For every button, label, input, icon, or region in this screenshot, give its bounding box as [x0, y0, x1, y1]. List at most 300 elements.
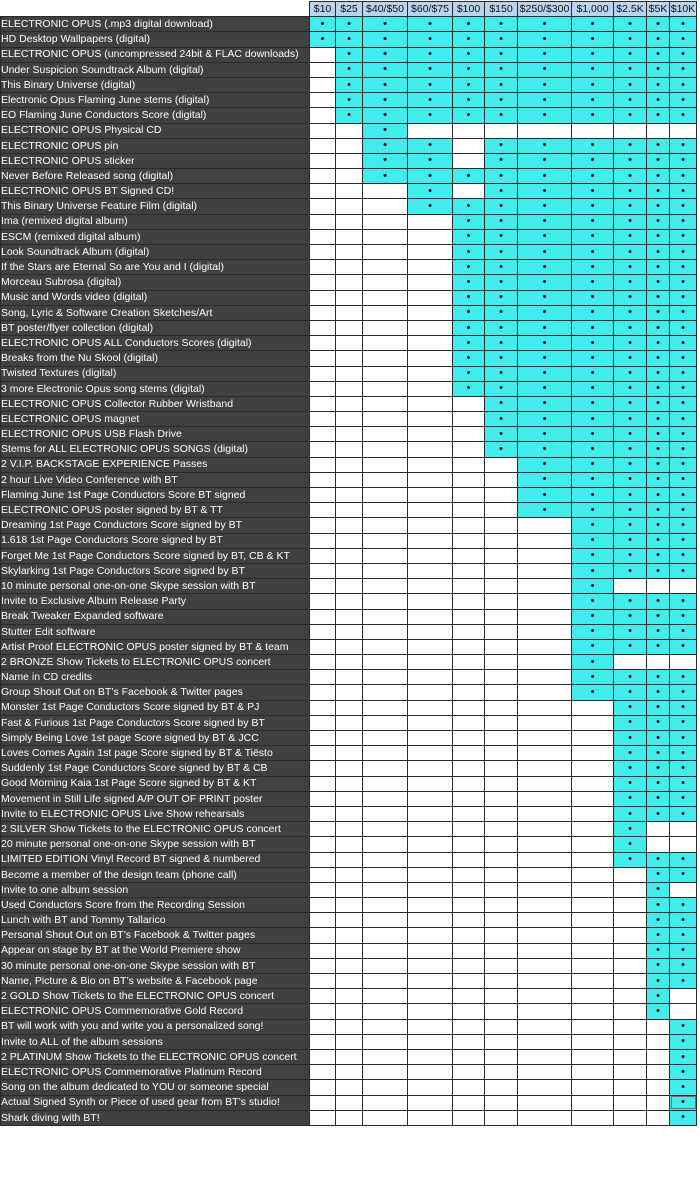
empty-cell[interactable]	[614, 958, 647, 973]
empty-cell[interactable]	[647, 655, 670, 670]
included-dot-cell[interactable]	[572, 548, 614, 563]
reward-item-label[interactable]: Twisted Textures (digital)	[1, 366, 310, 381]
empty-cell[interactable]	[572, 928, 614, 943]
empty-cell[interactable]	[408, 882, 453, 897]
empty-cell[interactable]	[336, 822, 363, 837]
empty-cell[interactable]	[518, 594, 572, 609]
included-dot-cell[interactable]	[518, 62, 572, 77]
empty-cell[interactable]	[336, 670, 363, 685]
empty-cell[interactable]	[310, 153, 336, 168]
included-dot-cell[interactable]	[614, 518, 647, 533]
reward-item-label[interactable]: ELECTRONIC OPUS (uncompressed 24bit & FLAC downloads)	[1, 47, 310, 62]
reward-item-label[interactable]: BT will work with you and write you a personalized song!	[1, 1019, 310, 1034]
empty-cell[interactable]	[336, 290, 363, 305]
included-dot-cell[interactable]	[647, 958, 670, 973]
empty-cell[interactable]	[485, 548, 518, 563]
included-dot-cell[interactable]	[614, 305, 647, 320]
included-dot-cell[interactable]	[647, 776, 670, 791]
empty-cell[interactable]	[310, 1095, 336, 1110]
included-dot-cell[interactable]	[647, 928, 670, 943]
tier-header[interactable]: $150	[485, 2, 518, 17]
included-dot-cell[interactable]	[572, 533, 614, 548]
included-dot-cell[interactable]	[670, 381, 697, 396]
included-dot-cell[interactable]	[572, 624, 614, 639]
reward-item-label[interactable]: Appear on stage by BT at the World Premiere show	[1, 943, 310, 958]
included-dot-cell[interactable]	[518, 412, 572, 427]
empty-cell[interactable]	[310, 305, 336, 320]
empty-cell[interactable]	[408, 594, 453, 609]
reward-item-label[interactable]: ELECTRONIC OPUS sticker	[1, 153, 310, 168]
empty-cell[interactable]	[518, 731, 572, 746]
empty-cell[interactable]	[518, 776, 572, 791]
empty-cell[interactable]	[572, 974, 614, 989]
included-dot-cell[interactable]	[518, 17, 572, 32]
empty-cell[interactable]	[336, 396, 363, 411]
empty-cell[interactable]	[453, 655, 485, 670]
reward-item-label[interactable]: ELECTRONIC OPUS ALL Conductors Scores (digital)	[1, 336, 310, 351]
empty-cell[interactable]	[408, 275, 453, 290]
empty-cell[interactable]	[453, 776, 485, 791]
empty-cell[interactable]	[336, 381, 363, 396]
empty-cell[interactable]	[408, 1019, 453, 1034]
empty-cell[interactable]	[310, 320, 336, 335]
empty-cell[interactable]	[408, 1034, 453, 1049]
included-dot-cell[interactable]	[408, 153, 453, 168]
reward-item-label[interactable]: LIMITED EDITION Vinyl Record BT signed & numbered	[1, 852, 310, 867]
included-dot-cell[interactable]	[647, 548, 670, 563]
included-dot-cell[interactable]	[485, 320, 518, 335]
empty-cell[interactable]	[453, 1065, 485, 1080]
included-dot-cell[interactable]	[614, 791, 647, 806]
included-dot-cell[interactable]	[614, 396, 647, 411]
included-dot-cell[interactable]	[670, 776, 697, 791]
empty-cell[interactable]	[408, 305, 453, 320]
empty-cell[interactable]	[518, 746, 572, 761]
empty-cell[interactable]	[363, 320, 408, 335]
included-dot-cell[interactable]	[647, 913, 670, 928]
included-dot-cell[interactable]	[485, 199, 518, 214]
included-dot-cell[interactable]	[670, 943, 697, 958]
empty-cell[interactable]	[453, 943, 485, 958]
empty-cell[interactable]	[408, 1065, 453, 1080]
empty-cell[interactable]	[614, 1049, 647, 1064]
empty-cell[interactable]	[408, 913, 453, 928]
empty-cell[interactable]	[363, 943, 408, 958]
reward-item-label[interactable]: This Binary Universe (digital)	[1, 77, 310, 92]
empty-cell[interactable]	[453, 898, 485, 913]
included-dot-cell[interactable]	[572, 320, 614, 335]
empty-cell[interactable]	[408, 457, 453, 472]
empty-cell[interactable]	[363, 639, 408, 654]
empty-cell[interactable]	[336, 852, 363, 867]
reward-item-label[interactable]: ELECTRONIC OPUS USB Flash Drive	[1, 427, 310, 442]
empty-cell[interactable]	[310, 594, 336, 609]
empty-cell[interactable]	[485, 928, 518, 943]
empty-cell[interactable]	[453, 1004, 485, 1019]
empty-cell[interactable]	[336, 746, 363, 761]
empty-cell[interactable]	[310, 229, 336, 244]
included-dot-cell[interactable]	[647, 1004, 670, 1019]
included-dot-cell[interactable]	[647, 381, 670, 396]
empty-cell[interactable]	[310, 700, 336, 715]
included-dot-cell[interactable]	[647, 867, 670, 882]
empty-cell[interactable]	[363, 260, 408, 275]
included-dot-cell[interactable]	[614, 214, 647, 229]
empty-cell[interactable]	[363, 989, 408, 1004]
empty-cell[interactable]	[363, 305, 408, 320]
reward-item-label[interactable]: Ima (remixed digital album)	[1, 214, 310, 229]
empty-cell[interactable]	[453, 138, 485, 153]
included-dot-cell[interactable]	[614, 685, 647, 700]
reward-item-label[interactable]: This Binary Universe Feature Film (digital)	[1, 199, 310, 214]
empty-cell[interactable]	[336, 867, 363, 882]
empty-cell[interactable]	[453, 913, 485, 928]
included-dot-cell[interactable]	[485, 229, 518, 244]
included-dot-cell[interactable]	[614, 17, 647, 32]
empty-cell[interactable]	[614, 974, 647, 989]
included-dot-cell[interactable]	[614, 32, 647, 47]
included-dot-cell[interactable]	[572, 153, 614, 168]
empty-cell[interactable]	[453, 548, 485, 563]
empty-cell[interactable]	[363, 214, 408, 229]
included-dot-cell[interactable]	[336, 108, 363, 123]
empty-cell[interactable]	[518, 548, 572, 563]
empty-cell[interactable]	[336, 1004, 363, 1019]
empty-cell[interactable]	[336, 1019, 363, 1034]
empty-cell[interactable]	[518, 928, 572, 943]
empty-cell[interactable]	[485, 715, 518, 730]
empty-cell[interactable]	[408, 518, 453, 533]
empty-cell[interactable]	[336, 715, 363, 730]
included-dot-cell[interactable]	[485, 245, 518, 260]
empty-cell[interactable]	[572, 715, 614, 730]
empty-cell[interactable]	[614, 928, 647, 943]
empty-cell[interactable]	[310, 1049, 336, 1064]
included-dot-cell[interactable]	[614, 670, 647, 685]
included-dot-cell[interactable]	[647, 138, 670, 153]
reward-item-label[interactable]: Forget Me 1st Page Conductors Score signed by BT, CB & KT	[1, 548, 310, 563]
empty-cell[interactable]	[363, 776, 408, 791]
empty-cell[interactable]	[336, 898, 363, 913]
included-dot-cell[interactable]	[485, 427, 518, 442]
tier-header[interactable]: $10	[310, 2, 336, 17]
included-dot-cell[interactable]	[670, 108, 697, 123]
tier-header[interactable]: $10K	[670, 2, 696, 15]
empty-cell[interactable]	[647, 1034, 670, 1049]
empty-cell[interactable]	[408, 898, 453, 913]
included-dot-cell[interactable]	[453, 245, 485, 260]
empty-cell[interactable]	[453, 457, 485, 472]
empty-cell[interactable]	[572, 989, 614, 1004]
empty-cell[interactable]	[336, 639, 363, 654]
empty-cell[interactable]	[485, 1019, 518, 1034]
empty-cell[interactable]	[453, 928, 485, 943]
empty-cell[interactable]	[363, 245, 408, 260]
included-dot-cell[interactable]	[647, 427, 670, 442]
empty-cell[interactable]	[310, 214, 336, 229]
included-dot-cell[interactable]	[614, 245, 647, 260]
empty-cell[interactable]	[363, 837, 408, 852]
included-dot-cell[interactable]	[572, 366, 614, 381]
empty-cell[interactable]	[310, 639, 336, 654]
empty-cell[interactable]	[647, 1110, 670, 1125]
reward-item-label[interactable]: Name in CD credits	[1, 670, 310, 685]
included-dot-cell[interactable]	[485, 153, 518, 168]
included-dot-cell[interactable]	[614, 260, 647, 275]
empty-cell[interactable]	[518, 791, 572, 806]
included-dot-cell[interactable]	[647, 412, 670, 427]
included-dot-cell[interactable]	[453, 351, 485, 366]
included-dot-cell[interactable]	[647, 93, 670, 108]
empty-cell[interactable]	[363, 199, 408, 214]
empty-cell[interactable]	[363, 822, 408, 837]
empty-cell[interactable]	[336, 563, 363, 578]
reward-item-label[interactable]: 2 hour Live Video Conference with BT	[1, 472, 310, 487]
tier-header[interactable]: $100	[453, 2, 485, 17]
included-dot-cell[interactable]	[670, 852, 697, 867]
included-dot-cell[interactable]	[363, 93, 408, 108]
empty-cell[interactable]	[670, 655, 697, 670]
empty-cell[interactable]	[518, 700, 572, 715]
included-dot-cell[interactable]	[670, 1110, 697, 1125]
included-dot-cell[interactable]	[518, 381, 572, 396]
included-dot-cell[interactable]	[647, 898, 670, 913]
empty-cell[interactable]	[336, 700, 363, 715]
empty-cell[interactable]	[572, 852, 614, 867]
empty-cell[interactable]	[647, 123, 670, 138]
included-dot-cell[interactable]	[518, 199, 572, 214]
empty-cell[interactable]	[453, 488, 485, 503]
empty-cell[interactable]	[363, 366, 408, 381]
included-dot-cell[interactable]	[670, 1049, 697, 1064]
empty-cell[interactable]	[336, 184, 363, 199]
empty-cell[interactable]	[363, 472, 408, 487]
included-dot-cell[interactable]	[453, 62, 485, 77]
included-dot-cell[interactable]	[670, 624, 697, 639]
included-dot-cell[interactable]	[670, 260, 697, 275]
included-dot-cell[interactable]	[485, 396, 518, 411]
included-dot-cell[interactable]	[670, 32, 697, 47]
included-dot-cell[interactable]	[670, 184, 697, 199]
empty-cell[interactable]	[408, 639, 453, 654]
empty-cell[interactable]	[453, 624, 485, 639]
included-dot-cell[interactable]	[485, 169, 518, 184]
included-dot-cell[interactable]	[670, 761, 697, 776]
empty-cell[interactable]	[363, 609, 408, 624]
included-dot-cell[interactable]	[647, 943, 670, 958]
included-dot-cell[interactable]	[485, 336, 518, 351]
included-dot-cell[interactable]	[572, 62, 614, 77]
reward-item-label[interactable]: Morceau Subrosa (digital)	[1, 275, 310, 290]
included-dot-cell[interactable]	[670, 62, 697, 77]
included-dot-cell[interactable]	[614, 715, 647, 730]
empty-cell[interactable]	[485, 472, 518, 487]
empty-cell[interactable]	[453, 1049, 485, 1064]
included-dot-cell[interactable]	[518, 32, 572, 47]
empty-cell[interactable]	[485, 624, 518, 639]
empty-cell[interactable]	[518, 806, 572, 821]
included-dot-cell[interactable]	[647, 989, 670, 1004]
included-dot-cell[interactable]	[647, 396, 670, 411]
empty-cell[interactable]	[614, 1080, 647, 1095]
empty-cell[interactable]	[310, 123, 336, 138]
empty-cell[interactable]	[614, 655, 647, 670]
empty-cell[interactable]	[614, 1034, 647, 1049]
included-dot-cell[interactable]	[572, 138, 614, 153]
included-dot-cell[interactable]	[614, 731, 647, 746]
included-dot-cell[interactable]	[670, 366, 697, 381]
included-dot-cell[interactable]	[572, 245, 614, 260]
empty-cell[interactable]	[310, 396, 336, 411]
included-dot-cell[interactable]	[485, 214, 518, 229]
empty-cell[interactable]	[518, 1034, 572, 1049]
included-dot-cell[interactable]	[453, 169, 485, 184]
included-dot-cell[interactable]	[647, 290, 670, 305]
empty-cell[interactable]	[485, 1110, 518, 1125]
included-dot-cell[interactable]	[647, 974, 670, 989]
included-dot-cell[interactable]	[614, 62, 647, 77]
included-dot-cell[interactable]	[518, 305, 572, 320]
empty-cell[interactable]	[310, 685, 336, 700]
empty-cell[interactable]	[647, 1065, 670, 1080]
empty-cell[interactable]	[363, 184, 408, 199]
empty-cell[interactable]	[363, 867, 408, 882]
reward-item-label[interactable]: ELECTRONIC OPUS magnet	[1, 412, 310, 427]
reward-item-label[interactable]: Become a member of the design team (phone call)	[1, 867, 310, 882]
empty-cell[interactable]	[485, 503, 518, 518]
empty-cell[interactable]	[614, 882, 647, 897]
empty-cell[interactable]	[310, 928, 336, 943]
included-dot-cell[interactable]	[614, 563, 647, 578]
empty-cell[interactable]	[485, 791, 518, 806]
empty-cell[interactable]	[453, 822, 485, 837]
empty-cell[interactable]	[408, 472, 453, 487]
empty-cell[interactable]	[336, 1065, 363, 1080]
empty-cell[interactable]	[453, 746, 485, 761]
empty-cell[interactable]	[408, 685, 453, 700]
empty-cell[interactable]	[310, 913, 336, 928]
empty-cell[interactable]	[310, 108, 336, 123]
included-dot-cell[interactable]	[485, 412, 518, 427]
empty-cell[interactable]	[485, 761, 518, 776]
empty-cell[interactable]	[572, 822, 614, 837]
included-dot-cell[interactable]	[614, 351, 647, 366]
included-dot-cell[interactable]	[485, 366, 518, 381]
empty-cell[interactable]	[518, 624, 572, 639]
included-dot-cell[interactable]	[670, 1019, 697, 1034]
included-dot-cell[interactable]	[614, 639, 647, 654]
empty-cell[interactable]	[408, 1004, 453, 1019]
empty-cell[interactable]	[310, 852, 336, 867]
included-dot-cell[interactable]	[518, 366, 572, 381]
included-dot-cell[interactable]	[647, 731, 670, 746]
included-dot-cell[interactable]	[614, 184, 647, 199]
empty-cell[interactable]	[363, 1095, 408, 1110]
empty-cell[interactable]	[363, 229, 408, 244]
included-dot-cell[interactable]	[408, 169, 453, 184]
empty-cell[interactable]	[408, 548, 453, 563]
empty-cell[interactable]	[614, 123, 647, 138]
empty-cell[interactable]	[518, 989, 572, 1004]
empty-cell[interactable]	[485, 882, 518, 897]
empty-cell[interactable]	[336, 1080, 363, 1095]
empty-cell[interactable]	[518, 882, 572, 897]
empty-cell[interactable]	[336, 655, 363, 670]
empty-cell[interactable]	[453, 427, 485, 442]
empty-cell[interactable]	[336, 457, 363, 472]
reward-item-label[interactable]: Invite to ALL of the album sessions	[1, 1034, 310, 1049]
included-dot-cell[interactable]	[485, 305, 518, 320]
included-dot-cell[interactable]	[670, 974, 697, 989]
included-dot-cell[interactable]	[670, 518, 697, 533]
included-dot-cell[interactable]	[518, 138, 572, 153]
included-dot-cell[interactable]	[518, 503, 572, 518]
reward-item-label[interactable]: Music and Words video (digital)	[1, 290, 310, 305]
included-dot-cell[interactable]	[363, 17, 408, 32]
reward-item-label[interactable]: Name, Picture & Bio on BT’s website & Facebook page	[1, 974, 310, 989]
included-dot-cell[interactable]	[647, 199, 670, 214]
reward-item-label[interactable]: EO Flaming June Conductors Score (digital)	[1, 108, 310, 123]
empty-cell[interactable]	[485, 974, 518, 989]
included-dot-cell[interactable]	[614, 366, 647, 381]
included-dot-cell[interactable]	[614, 108, 647, 123]
empty-cell[interactable]	[310, 579, 336, 594]
included-dot-cell[interactable]	[572, 457, 614, 472]
empty-cell[interactable]	[363, 427, 408, 442]
empty-cell[interactable]	[453, 974, 485, 989]
empty-cell[interactable]	[336, 199, 363, 214]
empty-cell[interactable]	[572, 913, 614, 928]
included-dot-cell[interactable]	[614, 533, 647, 548]
empty-cell[interactable]	[647, 1095, 670, 1110]
included-dot-cell[interactable]	[670, 533, 697, 548]
included-dot-cell[interactable]	[572, 93, 614, 108]
included-dot-cell[interactable]	[614, 594, 647, 609]
empty-cell[interactable]	[408, 943, 453, 958]
included-dot-cell[interactable]	[670, 685, 697, 700]
included-dot-cell[interactable]	[453, 381, 485, 396]
reward-item-label[interactable]: Look Soundtrack Album (digital)	[1, 245, 310, 260]
included-dot-cell[interactable]	[310, 17, 336, 32]
included-dot-cell[interactable]	[614, 822, 647, 837]
included-dot-cell[interactable]	[670, 1065, 697, 1080]
included-dot-cell[interactable]	[453, 32, 485, 47]
included-dot-cell[interactable]	[572, 442, 614, 457]
empty-cell[interactable]	[310, 670, 336, 685]
empty-cell[interactable]	[485, 1095, 518, 1110]
reward-item-label[interactable]: Group Shout Out on BT’s Facebook & Twitter pages	[1, 685, 310, 700]
included-dot-cell[interactable]	[614, 472, 647, 487]
empty-cell[interactable]	[363, 670, 408, 685]
empty-cell[interactable]	[408, 761, 453, 776]
reward-item-label[interactable]: 2 BRONZE Show Tickets to ELECTRONIC OPUS concert	[1, 655, 310, 670]
empty-cell[interactable]	[363, 396, 408, 411]
included-dot-cell[interactable]	[572, 214, 614, 229]
empty-cell[interactable]	[408, 563, 453, 578]
included-dot-cell[interactable]	[336, 47, 363, 62]
empty-cell[interactable]	[310, 503, 336, 518]
empty-cell[interactable]	[363, 275, 408, 290]
included-dot-cell[interactable]	[614, 320, 647, 335]
included-dot-cell[interactable]	[518, 442, 572, 457]
included-dot-cell[interactable]	[518, 275, 572, 290]
included-dot-cell[interactable]	[485, 77, 518, 92]
reward-item-label[interactable]: 30 minute personal one-on-one Skype session with BT	[1, 958, 310, 973]
included-dot-cell[interactable]	[614, 488, 647, 503]
included-dot-cell[interactable]	[572, 169, 614, 184]
tier-header[interactable]: $25	[336, 2, 363, 17]
empty-cell[interactable]	[363, 852, 408, 867]
